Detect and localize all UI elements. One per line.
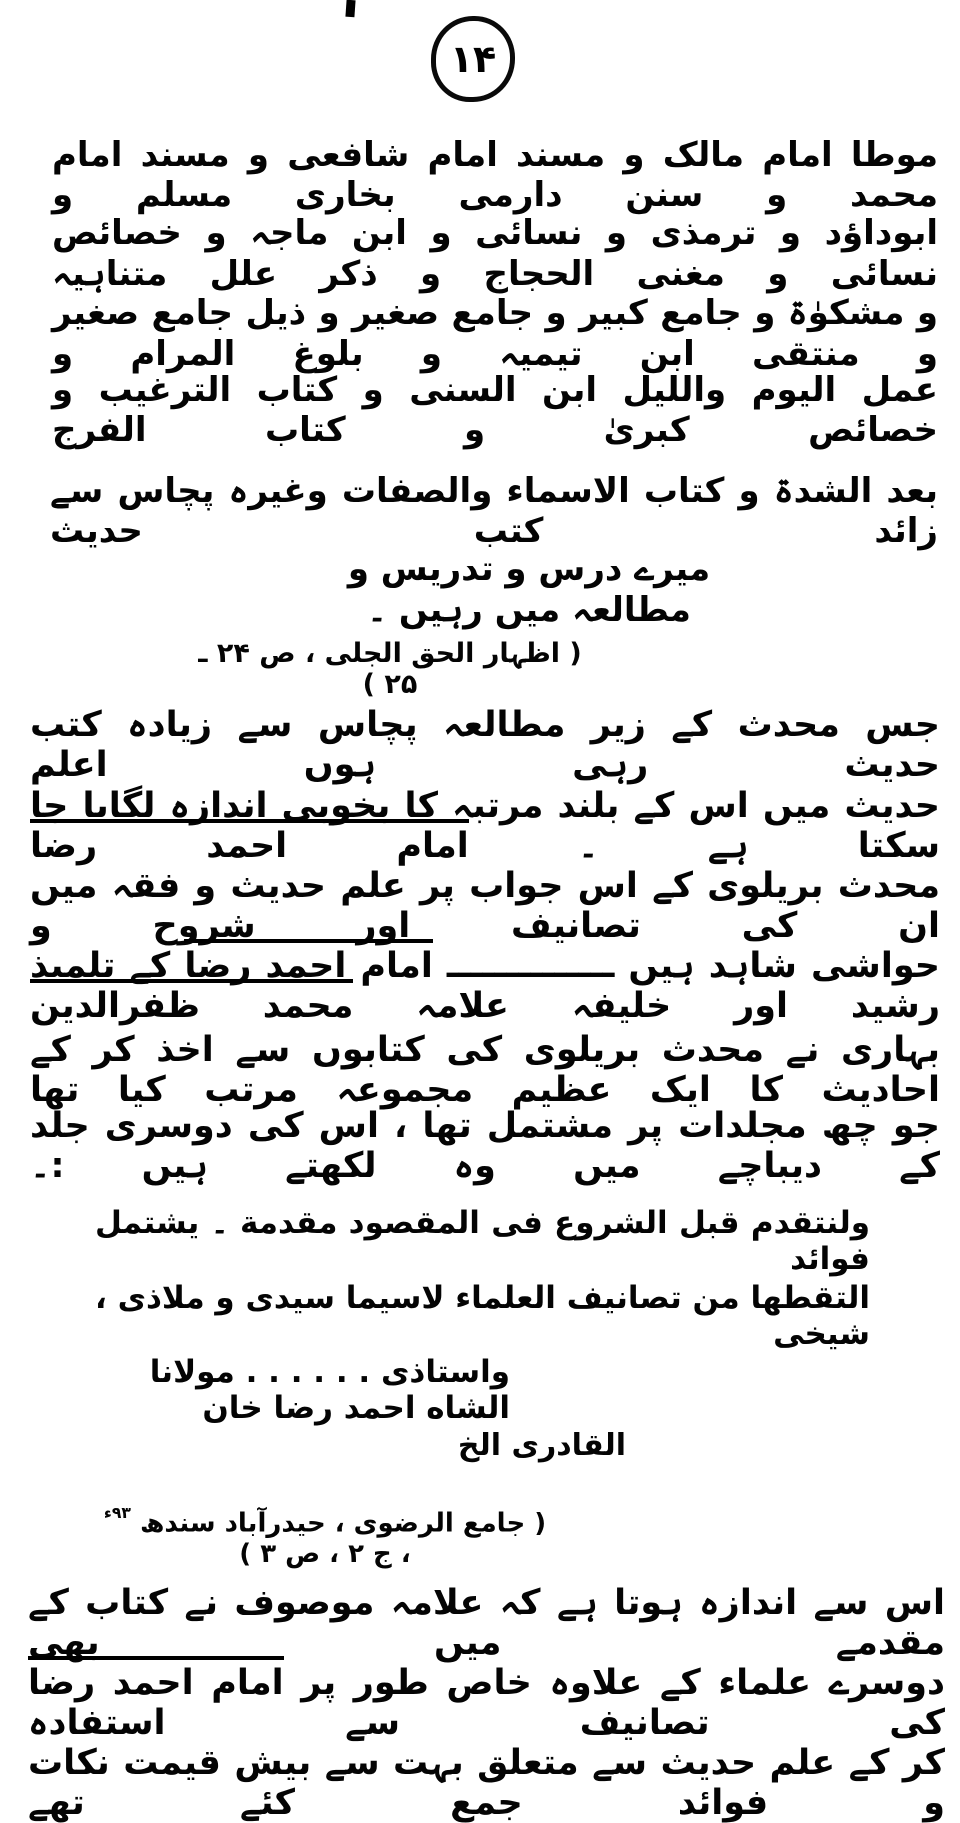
citation-jami-ur-razavi: ( جامع الرضوی ، حیدرآباد سندھ $^{۹۳ء}$ ، ج ۲ ، ص ۳ ) — [103, 1504, 547, 1569]
text-line: بعد الشدۃ و کتاب الاسماء والصفات وغیرہ پچاس سے زائد کتب حدیث — [50, 471, 938, 551]
text-line: حدیث میں اس کے بلند مرتبہ کا بخوبی اندازہ لگایا جا سکتا ہے ۔ امام احمد رضا — [30, 786, 940, 866]
text-line: عمل الیوم واللیل ابن السنی و کتاب الترغیب و خصائص کبریٰ و کتاب الفرج — [52, 370, 938, 450]
citation-izhar-ul-haq: ( اظہار الحق الجلی ، ص ۲۴ ـ ۲۵ ) — [198, 638, 582, 700]
text-line: بہاری نے محدث بریلوی کی کتابوں سے اخذ کر کے احادیث کا ایک عظیم مجموعہ مرتب کیا تھا — [30, 1030, 940, 1110]
text-line: التقطها من تصانیف العلماء لاسیما سیدی و ملاذی ، شیخی — [95, 1280, 870, 1352]
text-line: جس محدث کے زیر مطالعہ پچاس سے زیادہ کتب حدیث رہی ہوں اعلم — [30, 705, 940, 785]
text-line: القادری الخ — [457, 1428, 627, 1463]
text-line: حواشی شاہد ہیں ــــــــــــــ امام احمد رضا کے تلمیذ رشید اور خلیفہ علامہ محمد ظفرالدین — [30, 946, 940, 1026]
text-line: محدث بریلوی کے اس جواب پر علم حدیث و فقہ میں ان کی تصانیف اور شروح و — [30, 866, 940, 946]
text-line: جو چھ مجلدات پر مشتمل تھا ، اس کی دوسری جلد کے دیباچے میں وہ لکھتے ہیں :۔ — [30, 1106, 940, 1186]
text-line: دوسرے علماء کے علاوہ خاص طور پر امام احمد رضا کی تصانیف سے استفادہ — [28, 1663, 945, 1743]
text-line: ابوداؤد و ترمذی و نسائی و ابن ماجہ و خصائص نسائی و مغنی الحجاج و ذکر علل متناہیہ — [52, 213, 938, 294]
print-artifact — [345, 0, 355, 17]
text-line: واستاذی . . . . . . مولانا الشاه احمد رضا خان — [149, 1354, 510, 1426]
text-line: موطا امام مالک و مسند امام شافعی و مسند امام محمد و سنن دارمی بخاری مسلم و — [52, 135, 938, 215]
page-number: ۱۴ — [449, 37, 497, 81]
text-line: ولنتقدم قبل الشروع فی المقصود مقدمة ۔ یشتمل فوائد — [95, 1205, 870, 1277]
text-line: میرے درس و تدریس و مطالعہ میں رہیں ۔ — [347, 549, 711, 630]
page-number-badge — [431, 16, 515, 102]
text-line: کر کے علم حدیث سے متعلق بہت سے بیش قیمت نکات و فوائد جمع کئے تھے — [28, 1743, 945, 1823]
text-line: و مشکوٰۃ و جامع کبیر و جامع صغیر و ذیل جامع صغیر و منتقی ابن تیمیہ و بلوغ المرام و — [52, 293, 938, 374]
text-line: اس سے اندازہ ہوتا ہے کہ علامہ موصوف نے کتاب کے مقدمے میں بھی — [28, 1583, 945, 1663]
